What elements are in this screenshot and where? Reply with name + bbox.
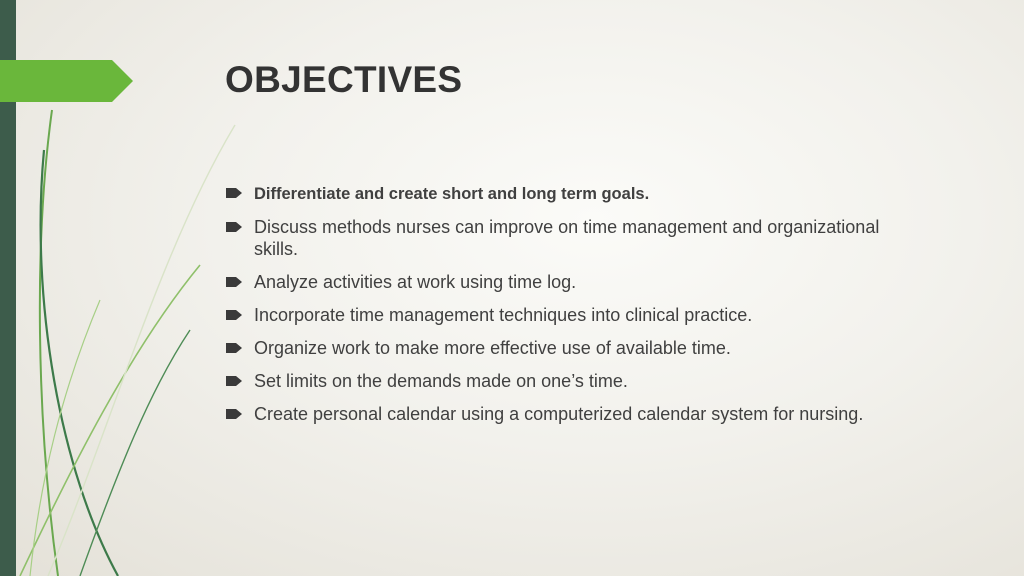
arrow-bullet-icon: [226, 222, 242, 232]
list-item: [226, 182, 916, 205]
list-item: [226, 271, 916, 293]
list-item: [226, 337, 916, 359]
title-accent-arrow: [0, 60, 133, 102]
bullet-text: Discuss methods nurses can improve on time management and organizational skills.: [254, 217, 880, 259]
list-item: [226, 304, 916, 326]
arrow-bullet-icon: [226, 188, 242, 198]
bullet-text: Set limits on the demands made on one’s time.: [254, 371, 628, 391]
objectives-list: [226, 182, 916, 436]
list-item: [226, 216, 916, 260]
bullet-text: Analyze activities at work using time log.: [254, 272, 577, 292]
slide-title: OBJECTIVES: [225, 59, 463, 100]
list-item: [226, 370, 916, 392]
arrow-bullet-icon: [226, 376, 242, 386]
list-item: [226, 403, 916, 425]
arrow-bullet-icon: [226, 310, 242, 320]
bullet-text: Organize work to make more effective use of available time.: [254, 338, 731, 358]
bullet-text: Create personal calendar using a computerized calendar system for nursing.: [254, 404, 864, 424]
arrow-bullet-icon: [226, 277, 242, 287]
arrow-bullet-icon: [226, 409, 242, 419]
bullet-text: Incorporate time management techniques into clinical practice.: [254, 305, 753, 325]
bullet-text: Differentiate and create short and long term goals.: [254, 185, 650, 203]
arrow-bullet-icon: [226, 343, 242, 353]
